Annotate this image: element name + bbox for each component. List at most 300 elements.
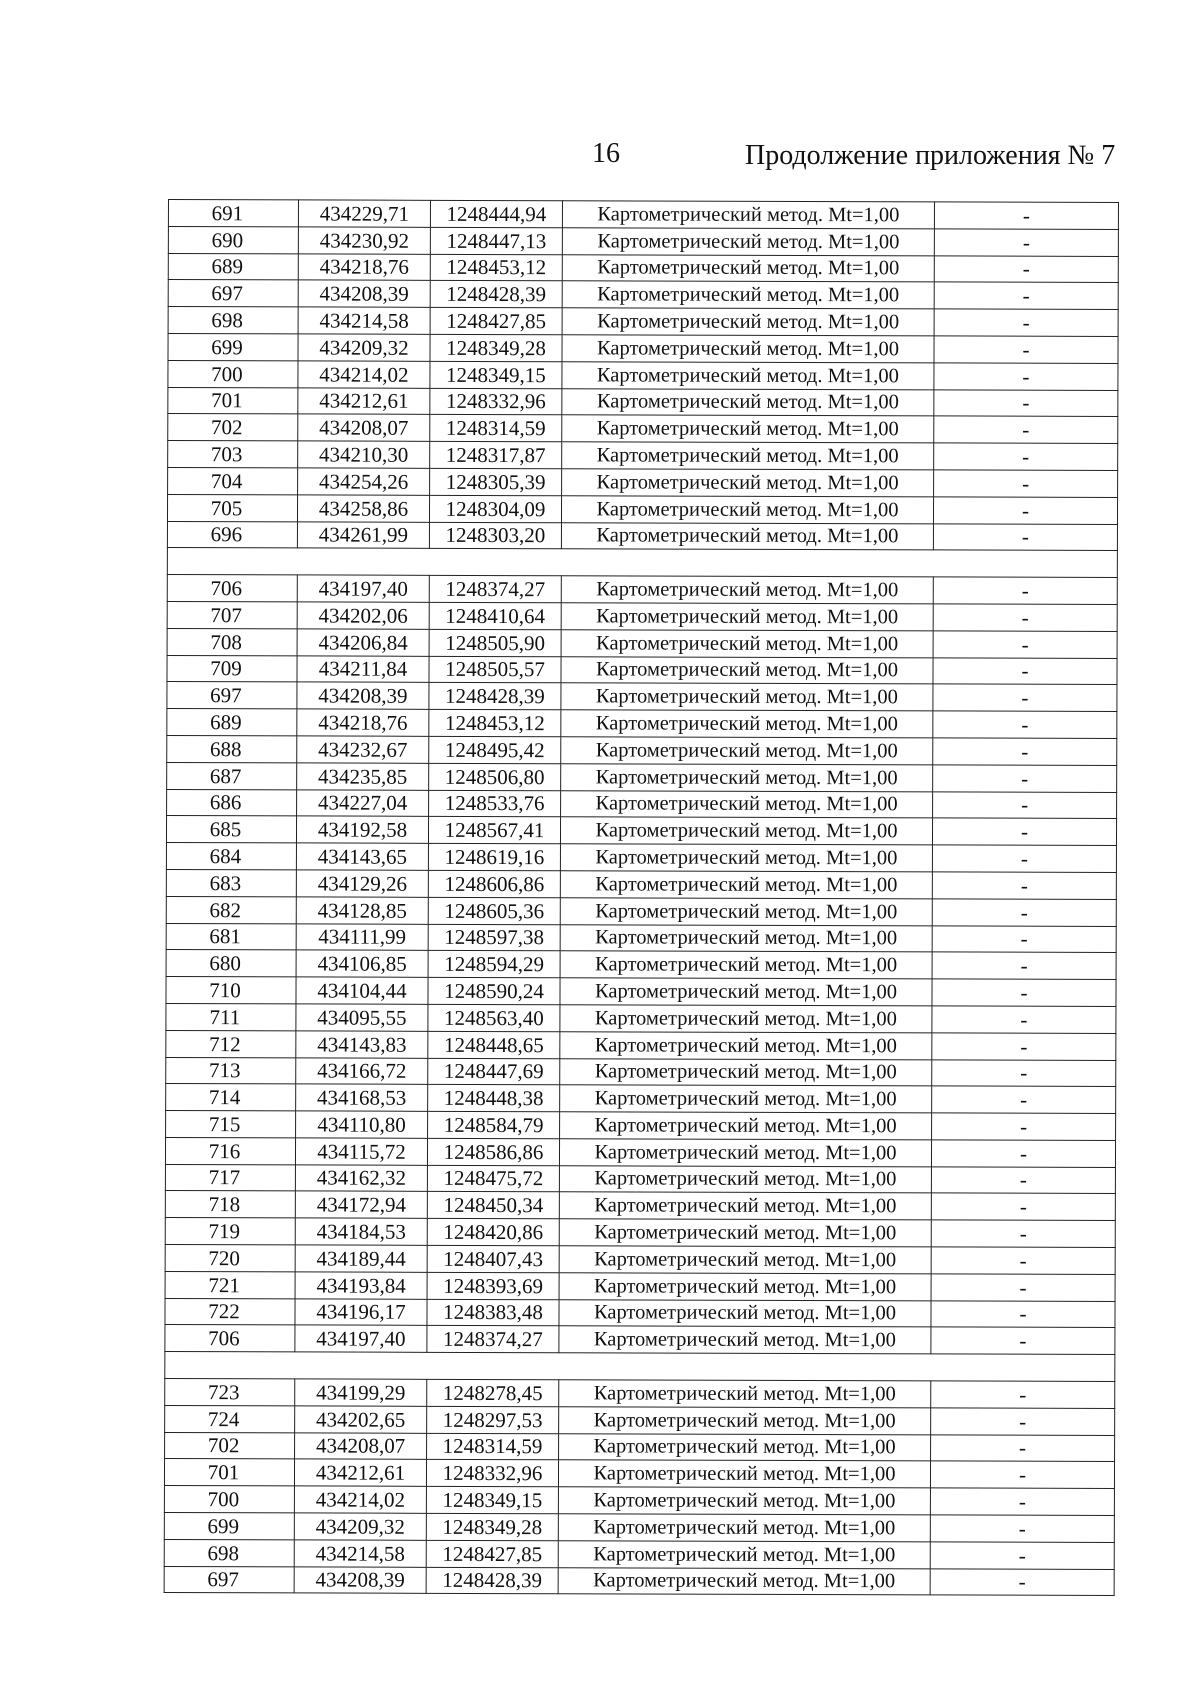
method-cell: Картометрический метод. Mt=1,00 — [558, 1514, 930, 1542]
method-cell: Картометрический метод. Mt=1,00 — [560, 924, 932, 952]
table-row — [168, 200, 1118, 230]
group-separator-cell — [167, 548, 1117, 578]
x-coordinate-cell: 434206,84 — [297, 629, 429, 656]
x-coordinate-cell: 434143,65 — [296, 843, 428, 870]
x-coordinate-cell: 434095,55 — [296, 1004, 428, 1031]
method-cell: Картометрический метод. Mt=1,00 — [560, 1031, 932, 1059]
y-coordinate-cell: 1248453,12 — [429, 709, 561, 736]
x-coordinate-cell: 434208,39 — [294, 1567, 426, 1594]
extra-cell: - — [934, 229, 1118, 256]
y-coordinate-cell: 1248506,80 — [429, 763, 561, 790]
point-number-cell: 697 — [168, 280, 298, 307]
y-coordinate-cell: 1248597,38 — [428, 924, 560, 951]
extra-cell: - — [932, 899, 1116, 926]
y-coordinate-cell: 1248444,94 — [430, 200, 562, 227]
point-number-cell: 700 — [168, 360, 298, 387]
y-coordinate-cell: 1248303,20 — [429, 522, 561, 549]
page-number: 16 — [592, 138, 620, 169]
point-number-cell: 714 — [166, 1084, 296, 1111]
table-row — [168, 414, 1118, 444]
x-coordinate-cell: 434210,30 — [298, 441, 430, 468]
method-cell: Картометрический метод. Mt=1,00 — [559, 1246, 931, 1274]
x-coordinate-cell: 434218,76 — [298, 254, 430, 281]
point-number-cell: 698 — [164, 1539, 294, 1566]
method-cell: Картометрический метод. Mt=1,00 — [560, 1058, 932, 1086]
method-cell: Картометрический метод. Mt=1,00 — [562, 228, 934, 256]
appendix-title: Продолжение приложения № 7 — [745, 140, 1116, 171]
table-row — [168, 387, 1118, 417]
method-cell: Картометрический метод. Mt=1,00 — [558, 1487, 930, 1515]
method-cell: Картометрический метод. Mt=1,00 — [561, 496, 933, 524]
method-cell: Картометрический метод. Mt=1,00 — [562, 362, 934, 390]
extra-cell: - — [932, 952, 1116, 979]
extra-cell: - — [932, 1059, 1116, 1086]
extra-cell: - — [931, 1274, 1115, 1301]
table-row — [165, 1405, 1115, 1435]
extra-cell: - — [933, 791, 1117, 818]
table-row — [167, 682, 1117, 712]
table-row — [166, 896, 1116, 926]
method-cell: Картометрический метод. Mt=1,00 — [562, 335, 934, 363]
method-cell: Картометрический метод. Mt=1,00 — [562, 388, 934, 416]
y-coordinate-cell: 1248505,90 — [429, 629, 561, 656]
point-number-cell: 696 — [167, 521, 297, 548]
extra-cell: - — [934, 363, 1118, 390]
extra-cell: - — [934, 256, 1118, 283]
x-coordinate-cell: 434111,99 — [296, 923, 428, 950]
table-row — [165, 1245, 1115, 1275]
x-coordinate-cell: 434193,84 — [295, 1272, 427, 1299]
y-coordinate-cell: 1248605,36 — [428, 897, 560, 924]
y-coordinate-cell: 1248450,34 — [427, 1192, 559, 1219]
extra-cell: - — [930, 1515, 1114, 1542]
method-cell: Картометрический метод. Mt=1,00 — [559, 1273, 931, 1301]
table-row — [165, 1191, 1115, 1221]
y-coordinate-cell: 1248383,48 — [427, 1299, 559, 1326]
y-coordinate-cell: 1248453,12 — [430, 254, 562, 281]
x-coordinate-cell: 434214,58 — [294, 1540, 426, 1567]
method-cell: Картометрический метод. Mt=1,00 — [562, 201, 934, 229]
point-number-cell: 708 — [167, 628, 297, 655]
table-row — [165, 1432, 1115, 1462]
extra-cell: - — [932, 925, 1116, 952]
y-coordinate-cell: 1248448,65 — [428, 1031, 560, 1058]
table-row — [166, 843, 1116, 873]
extra-cell: - — [932, 1113, 1116, 1140]
extra-cell: - — [933, 738, 1117, 765]
method-cell: Картометрический метод. Mt=1,00 — [559, 1165, 931, 1193]
point-number-cell: 699 — [164, 1513, 294, 1540]
y-coordinate-cell: 1248428,39 — [429, 683, 561, 710]
x-coordinate-cell: 434115,72 — [295, 1138, 427, 1165]
method-cell: Картометрический метод. Mt=1,00 — [560, 1085, 932, 1113]
point-number-cell: 716 — [165, 1137, 295, 1164]
y-coordinate-cell: 1248374,27 — [427, 1326, 559, 1353]
point-number-cell: 699 — [168, 333, 298, 360]
point-number-cell: 697 — [164, 1566, 294, 1593]
extra-cell: - — [932, 845, 1116, 872]
table-row — [168, 360, 1118, 390]
point-number-cell: 706 — [165, 1325, 295, 1352]
method-cell: Картометрический метод. Mt=1,00 — [558, 1460, 930, 1488]
x-coordinate-cell: 434166,72 — [296, 1057, 428, 1084]
extra-cell: - — [934, 282, 1118, 309]
table-row — [166, 1003, 1116, 1033]
x-coordinate-cell: 434189,44 — [295, 1245, 427, 1272]
extra-cell: - — [931, 1140, 1115, 1167]
x-coordinate-cell: 434143,83 — [296, 1031, 428, 1058]
group-separator-cell — [165, 1352, 1115, 1382]
method-cell: Картометрический метод. Mt=1,00 — [559, 1433, 931, 1461]
table-row — [166, 977, 1116, 1007]
y-coordinate-cell: 1248393,69 — [427, 1272, 559, 1299]
method-cell: Картометрический метод. Mt=1,00 — [561, 603, 933, 631]
table-row — [167, 709, 1117, 739]
y-coordinate-cell: 1248332,96 — [430, 388, 562, 415]
y-coordinate-cell: 1248533,76 — [429, 790, 561, 817]
extra-cell: - — [934, 470, 1118, 497]
method-cell: Картометрический метод. Mt=1,00 — [561, 656, 933, 684]
x-coordinate-cell: 434212,61 — [294, 1459, 426, 1486]
point-number-cell: 701 — [168, 387, 298, 414]
method-cell: Картометрический метод. Mt=1,00 — [558, 1567, 930, 1595]
extra-cell: - — [934, 202, 1118, 229]
y-coordinate-cell: 1248505,57 — [429, 656, 561, 683]
extra-cell: - — [932, 979, 1116, 1006]
method-cell: Картометрический метод. Mt=1,00 — [561, 522, 933, 550]
point-number-cell: 705 — [167, 494, 297, 521]
extra-cell: - — [934, 336, 1118, 363]
table-row — [166, 869, 1116, 899]
x-coordinate-cell: 434214,02 — [294, 1486, 426, 1513]
method-cell: Картометрический метод. Mt=1,00 — [559, 1192, 931, 1220]
x-coordinate-cell: 434258,86 — [297, 495, 429, 522]
y-coordinate-cell: 1248475,72 — [427, 1165, 559, 1192]
point-number-cell: 702 — [168, 414, 298, 441]
extra-cell: - — [934, 416, 1118, 443]
extra-cell: - — [934, 389, 1118, 416]
point-number-cell: 712 — [166, 1030, 296, 1057]
y-coordinate-cell: 1248447,69 — [428, 1058, 560, 1085]
x-coordinate-cell: 434197,40 — [295, 1325, 427, 1352]
point-number-cell: 681 — [166, 923, 296, 950]
point-number-cell: 701 — [164, 1459, 294, 1486]
method-cell: Картометрический метод. Mt=1,00 — [560, 817, 932, 845]
table-row — [164, 1539, 1114, 1569]
extra-cell: - — [933, 631, 1117, 658]
method-cell: Картометрический метод. Mt=1,00 — [560, 897, 932, 925]
method-cell: Картометрический метод. Mt=1,00 — [562, 469, 934, 497]
table-row — [167, 762, 1117, 792]
table-row — [168, 467, 1118, 497]
y-coordinate-cell: 1248297,53 — [427, 1406, 559, 1433]
point-number-cell: 717 — [165, 1164, 295, 1191]
extra-cell: - — [932, 1033, 1116, 1060]
extra-cell: - — [933, 657, 1117, 684]
table-row — [166, 1084, 1116, 1114]
method-cell: Картометрический метод. Mt=1,00 — [560, 1112, 932, 1140]
point-number-cell: 698 — [168, 307, 298, 334]
table-row — [168, 226, 1118, 256]
point-number-cell: 711 — [166, 1003, 296, 1030]
x-coordinate-cell: 434235,85 — [297, 763, 429, 790]
table-row — [165, 1137, 1115, 1167]
x-coordinate-cell: 434214,58 — [298, 307, 430, 334]
table-row — [165, 1164, 1115, 1194]
extra-cell: - — [931, 1381, 1115, 1408]
method-cell: Картометрический метод. Mt=1,00 — [559, 1326, 931, 1354]
x-coordinate-cell: 434104,44 — [296, 977, 428, 1004]
method-cell: Картометрический метод. Mt=1,00 — [560, 978, 932, 1006]
y-coordinate-cell: 1248448,38 — [428, 1085, 560, 1112]
x-coordinate-cell: 434254,26 — [298, 468, 430, 495]
table-row — [164, 1486, 1114, 1516]
method-cell: Картометрический метод. Mt=1,00 — [560, 951, 932, 979]
table-row — [166, 1057, 1116, 1087]
x-coordinate-cell: 434202,06 — [297, 602, 429, 629]
table-row — [166, 816, 1116, 846]
y-coordinate-cell: 1248410,64 — [429, 602, 561, 629]
extra-cell: - — [933, 684, 1117, 711]
extra-cell: - — [931, 1408, 1115, 1435]
extra-cell: - — [932, 1006, 1116, 1033]
x-coordinate-cell: 434184,53 — [295, 1218, 427, 1245]
extra-cell: - — [933, 523, 1117, 550]
group-separator-row — [167, 548, 1117, 578]
point-number-cell: 682 — [166, 896, 296, 923]
extra-cell: - — [930, 1488, 1114, 1515]
y-coordinate-cell: 1248317,87 — [430, 441, 562, 468]
extra-cell: - — [931, 1193, 1115, 1220]
y-coordinate-cell: 1248349,28 — [430, 334, 562, 361]
x-coordinate-cell: 434211,84 — [297, 655, 429, 682]
y-coordinate-cell: 1248495,42 — [429, 736, 561, 763]
extra-cell: - — [933, 577, 1117, 604]
table-row — [167, 789, 1117, 819]
point-number-cell: 680 — [166, 950, 296, 977]
extra-cell: - — [930, 1542, 1114, 1569]
x-coordinate-cell: 434162,32 — [295, 1165, 427, 1192]
point-number-cell: 686 — [167, 789, 297, 816]
extra-cell: - — [933, 497, 1117, 524]
table-row — [165, 1271, 1115, 1301]
point-number-cell: 684 — [166, 843, 296, 870]
table-row — [167, 735, 1117, 765]
point-number-cell: 704 — [168, 467, 298, 494]
x-coordinate-cell: 434129,26 — [296, 870, 428, 897]
table-row — [165, 1298, 1115, 1328]
x-coordinate-cell: 434202,65 — [295, 1406, 427, 1433]
point-number-cell: 710 — [166, 977, 296, 1004]
method-cell: Картометрический метод. Mt=1,00 — [562, 415, 934, 443]
point-number-cell: 691 — [168, 200, 298, 227]
table-row — [166, 1030, 1116, 1060]
x-coordinate-cell: 434128,85 — [296, 897, 428, 924]
method-cell: Картометрический метод. Mt=1,00 — [560, 871, 932, 899]
table-row — [166, 923, 1116, 953]
table-row — [168, 333, 1118, 363]
table-row — [168, 280, 1118, 310]
y-coordinate-cell: 1248407,43 — [427, 1245, 559, 1272]
extra-cell: - — [930, 1461, 1114, 1488]
extra-cell: - — [933, 604, 1117, 631]
y-coordinate-cell: 1248427,85 — [426, 1540, 558, 1567]
y-coordinate-cell: 1248567,41 — [428, 817, 560, 844]
method-cell: Картометрический метод. Mt=1,00 — [561, 683, 933, 711]
point-number-cell: 703 — [168, 441, 298, 468]
point-number-cell: 689 — [168, 253, 298, 280]
x-coordinate-cell: 434106,85 — [296, 950, 428, 977]
method-cell: Картометрический метод. Mt=1,00 — [559, 1407, 931, 1435]
point-number-cell: 707 — [167, 601, 297, 628]
y-coordinate-cell: 1248584,79 — [428, 1111, 560, 1138]
point-number-cell: 722 — [165, 1298, 295, 1325]
coordinates-table — [164, 199, 1119, 1596]
point-number-cell: 721 — [165, 1271, 295, 1298]
x-coordinate-cell: 434196,17 — [295, 1299, 427, 1326]
y-coordinate-cell: 1248305,39 — [430, 468, 562, 495]
x-coordinate-cell: 434168,53 — [296, 1084, 428, 1111]
y-coordinate-cell: 1248563,40 — [428, 1004, 560, 1031]
table-row — [168, 441, 1118, 471]
point-number-cell: 724 — [165, 1405, 295, 1432]
point-number-cell: 723 — [165, 1379, 295, 1406]
table-row — [164, 1459, 1114, 1489]
y-coordinate-cell: 1248428,39 — [430, 281, 562, 308]
method-cell: Картометрический метод. Mt=1,00 — [561, 763, 933, 791]
method-cell: Картометрический метод. Mt=1,00 — [561, 576, 933, 604]
y-coordinate-cell: 1248374,27 — [429, 575, 561, 602]
point-number-cell: 715 — [166, 1111, 296, 1138]
x-coordinate-cell: 434197,40 — [297, 575, 429, 602]
extra-cell: - — [931, 1220, 1115, 1247]
x-coordinate-cell: 434232,67 — [297, 736, 429, 763]
y-coordinate-cell: 1248314,59 — [427, 1433, 559, 1460]
point-number-cell: 697 — [167, 682, 297, 709]
point-number-cell: 718 — [165, 1191, 295, 1218]
y-coordinate-cell: 1248590,24 — [428, 977, 560, 1004]
table-row — [168, 253, 1118, 283]
table-row — [167, 521, 1117, 551]
point-number-cell: 700 — [164, 1486, 294, 1513]
extra-cell: - — [932, 872, 1116, 899]
extra-cell: - — [930, 1569, 1114, 1596]
extra-cell: - — [933, 711, 1117, 738]
x-coordinate-cell: 434208,39 — [298, 280, 430, 307]
y-coordinate-cell: 1248594,29 — [428, 951, 560, 978]
extra-cell: - — [931, 1327, 1115, 1354]
x-coordinate-cell: 434209,32 — [294, 1513, 426, 1540]
point-number-cell: 709 — [167, 655, 297, 682]
extra-cell: - — [932, 818, 1116, 845]
table-row — [166, 950, 1116, 980]
method-cell: Картометрический метод. Mt=1,00 — [561, 629, 933, 657]
method-cell: Картометрический метод. Mt=1,00 — [559, 1219, 931, 1247]
y-coordinate-cell: 1248427,85 — [430, 308, 562, 335]
x-coordinate-cell: 434208,07 — [298, 414, 430, 441]
table-row — [167, 494, 1117, 524]
x-coordinate-cell: 434230,92 — [298, 227, 430, 254]
y-coordinate-cell: 1248304,09 — [429, 495, 561, 522]
y-coordinate-cell: 1248278,45 — [427, 1379, 559, 1406]
x-coordinate-cell: 434212,61 — [298, 387, 430, 414]
table-row — [166, 1111, 1116, 1141]
extra-cell: - — [934, 309, 1118, 336]
x-coordinate-cell: 434209,32 — [298, 334, 430, 361]
method-cell: Картометрический метод. Mt=1,00 — [561, 790, 933, 818]
extra-cell: - — [931, 1167, 1115, 1194]
x-coordinate-cell: 434110,80 — [296, 1111, 428, 1138]
x-coordinate-cell: 434172,94 — [295, 1191, 427, 1218]
method-cell: Картометрический метод. Mt=1,00 — [559, 1299, 931, 1327]
extra-cell: - — [933, 765, 1117, 792]
point-number-cell: 688 — [167, 735, 297, 762]
x-coordinate-cell: 434199,29 — [295, 1379, 427, 1406]
extra-cell: - — [934, 443, 1118, 470]
table-row — [164, 1566, 1114, 1596]
method-cell: Картометрический метод. Mt=1,00 — [559, 1380, 931, 1408]
x-coordinate-cell: 434214,02 — [298, 361, 430, 388]
y-coordinate-cell: 1248349,15 — [426, 1487, 558, 1514]
point-number-cell: 720 — [165, 1245, 295, 1272]
method-cell: Картометрический метод. Mt=1,00 — [560, 844, 932, 872]
x-coordinate-cell: 434208,07 — [295, 1433, 427, 1460]
table-row — [167, 575, 1117, 605]
extra-cell: - — [932, 1086, 1116, 1113]
method-cell: Картометрический метод. Mt=1,00 — [560, 1005, 932, 1033]
x-coordinate-cell: 434192,58 — [296, 816, 428, 843]
y-coordinate-cell: 1248428,39 — [426, 1567, 558, 1594]
table-row — [167, 628, 1117, 658]
method-cell: Картометрический метод. Mt=1,00 — [562, 254, 934, 282]
table-row — [167, 655, 1117, 685]
extra-cell: - — [931, 1301, 1115, 1328]
table-row — [164, 1513, 1114, 1543]
point-number-cell: 687 — [167, 762, 297, 789]
y-coordinate-cell: 1248586,86 — [427, 1138, 559, 1165]
table-row — [165, 1325, 1115, 1355]
point-number-cell: 706 — [167, 575, 297, 602]
method-cell: Картометрический метод. Mt=1,00 — [561, 737, 933, 765]
y-coordinate-cell: 1248606,86 — [428, 870, 560, 897]
table-row — [165, 1379, 1115, 1409]
method-cell: Картометрический метод. Mt=1,00 — [558, 1541, 930, 1569]
x-coordinate-cell: 434208,39 — [297, 682, 429, 709]
point-number-cell: 689 — [167, 709, 297, 736]
coordinates-table-body — [164, 200, 1118, 1596]
y-coordinate-cell: 1248349,15 — [430, 361, 562, 388]
point-number-cell: 713 — [166, 1057, 296, 1084]
y-coordinate-cell: 1248349,28 — [426, 1513, 558, 1540]
y-coordinate-cell: 1248447,13 — [430, 227, 562, 254]
y-coordinate-cell: 1248332,96 — [426, 1460, 558, 1487]
x-coordinate-cell: 434218,76 — [297, 709, 429, 736]
point-number-cell: 683 — [166, 869, 296, 896]
method-cell: Картометрический метод. Mt=1,00 — [562, 308, 934, 336]
group-separator-row — [165, 1352, 1115, 1382]
extra-cell: - — [931, 1435, 1115, 1462]
method-cell: Картометрический метод. Mt=1,00 — [562, 442, 934, 470]
extra-cell: - — [931, 1247, 1115, 1274]
point-number-cell: 690 — [168, 226, 298, 253]
table-row — [165, 1218, 1115, 1248]
point-number-cell: 702 — [165, 1432, 295, 1459]
x-coordinate-cell: 434261,99 — [297, 521, 429, 548]
method-cell: Картометрический метод. Mt=1,00 — [562, 281, 934, 309]
y-coordinate-cell: 1248619,16 — [428, 843, 560, 870]
table-row — [168, 307, 1118, 337]
x-coordinate-cell: 434229,71 — [298, 200, 430, 227]
